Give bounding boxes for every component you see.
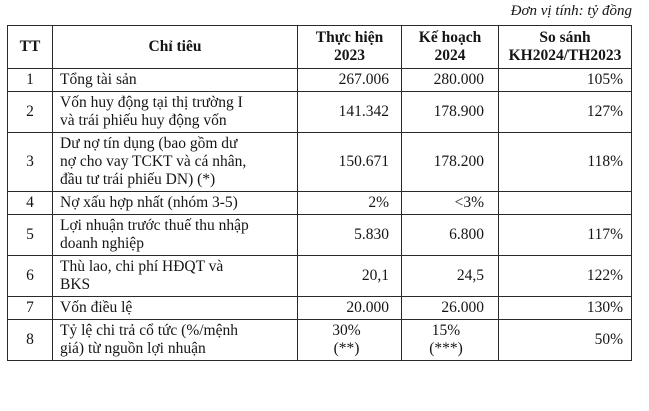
cell-ke-hoach-2024-line: 15%: [431, 322, 461, 339]
table-row: [8, 215, 632, 256]
cell-thuc-hien-2023: [298, 320, 402, 361]
cell-ke-hoach-2024: [402, 297, 499, 320]
cell-chi-tieu-line: Vốn điều lệ: [60, 299, 133, 316]
cell-tt: 3: [8, 133, 53, 192]
cell-ke-hoach-2024-line: (***): [429, 340, 463, 357]
cell-ke-hoach-2024-line: 6.800: [449, 226, 484, 243]
table-row: [8, 256, 632, 297]
cell-ke-hoach-2024-line: <3%: [454, 194, 484, 211]
header-so-sanh-line2: KH2024/TH2023: [508, 47, 622, 64]
header-ke-hoach: [402, 26, 499, 69]
cell-thuc-hien-2023: [298, 215, 402, 256]
cell-thuc-hien-2023: [298, 297, 402, 320]
cell-chi-tieu-line: Nợ xấu hợp nhất (nhóm 3-5): [60, 194, 238, 211]
cell-thuc-hien-2023-line: 20.000: [346, 299, 389, 316]
cell-chi-tieu-line: doanh nghiệp: [60, 235, 144, 252]
cell-thuc-hien-2023: [298, 69, 402, 92]
cell-chi-tieu: [53, 92, 298, 133]
header-thuc-hien-line2: 2023: [334, 47, 365, 64]
cell-chi-tieu-line: BKS: [60, 276, 91, 293]
cell-thuc-hien-2023: [298, 92, 402, 133]
cell-chi-tieu-line: Dư nợ tín dụng (bao gồm dư: [60, 135, 238, 152]
cell-chi-tieu: [53, 69, 298, 92]
table-row: [8, 192, 632, 215]
table-body: [8, 69, 632, 361]
cell-thuc-hien-2023-line: 20,1: [361, 267, 389, 284]
plan-table: [7, 25, 632, 361]
cell-chi-tieu-line: đầu tư trái phiếu DN) (*): [60, 171, 216, 188]
header-thuc-hien-line1: Thực hiện: [315, 29, 384, 46]
cell-chi-tieu-line: Tỷ lệ chi trả cổ tức (%/mệnh: [60, 322, 238, 339]
table-row: [8, 133, 632, 192]
cell-so-sanh: 105%: [499, 69, 632, 92]
cell-ke-hoach-2024: [402, 69, 499, 92]
cell-ke-hoach-2024: [402, 133, 499, 192]
cell-thuc-hien-2023-line: (**): [333, 340, 360, 357]
cell-so-sanh: 118%: [499, 133, 632, 192]
cell-chi-tieu-line: Vốn huy động tại thị trường I: [60, 94, 243, 111]
header-thuc-hien: [298, 26, 402, 69]
cell-chi-tieu: [53, 256, 298, 297]
cell-thuc-hien-2023-line: 2%: [368, 194, 389, 211]
cell-chi-tieu-line: Thù lao, chi phí HĐQT và: [60, 258, 224, 275]
cell-tt: 7: [8, 297, 53, 320]
cell-so-sanh: 122%: [499, 256, 632, 297]
cell-tt: 8: [8, 320, 53, 361]
cell-thuc-hien-2023-line: 267.006: [338, 71, 389, 88]
cell-so-sanh: 130%: [499, 297, 632, 320]
header-tt: TT: [8, 26, 53, 69]
cell-chi-tieu-line: Tổng tài sản: [60, 71, 137, 88]
cell-tt: 4: [8, 192, 53, 215]
cell-chi-tieu: [53, 133, 298, 192]
cell-chi-tieu-line: Lợi nhuận trước thuế thu nhập: [60, 217, 249, 234]
cell-thuc-hien-2023-line: 150.671: [338, 153, 389, 170]
header-ke-hoach-line1: Kế hoạch: [418, 29, 482, 46]
cell-ke-hoach-2024-line: 280.000: [433, 71, 484, 88]
cell-thuc-hien-2023-line: 5.830: [354, 226, 389, 243]
cell-thuc-hien-2023: [298, 192, 402, 215]
cell-so-sanh: 117%: [499, 215, 632, 256]
cell-tt: 5: [8, 215, 53, 256]
cell-ke-hoach-2024-line: 26.000: [441, 299, 484, 316]
cell-chi-tieu-line: và trái phiếu huy động vốn: [60, 112, 227, 129]
cell-chi-tieu: [53, 320, 298, 361]
cell-ke-hoach-2024: [402, 256, 499, 297]
cell-thuc-hien-2023-line: 30%: [332, 322, 361, 339]
cell-ke-hoach-2024: [402, 192, 499, 215]
unit-note: Đơn vị tính: tỷ đồng: [510, 3, 632, 19]
cell-chi-tieu-line: giá) từ nguồn lợi nhuận: [60, 340, 206, 357]
cell-so-sanh: 127%: [499, 92, 632, 133]
cell-thuc-hien-2023: [298, 133, 402, 192]
cell-chi-tieu-line: nợ cho vay TCKT và cá nhân,: [60, 153, 247, 170]
cell-chi-tieu: [53, 297, 298, 320]
table-row: [8, 92, 632, 133]
header-chi-tieu: Chỉ tiêu: [53, 26, 298, 69]
cell-thuc-hien-2023-line: 141.342: [338, 103, 389, 120]
table-row: [8, 320, 632, 361]
cell-ke-hoach-2024: [402, 320, 499, 361]
cell-ke-hoach-2024-line: 24,5: [456, 267, 484, 284]
cell-ke-hoach-2024: [402, 92, 499, 133]
header-so-sanh-line1: So sánh: [539, 29, 591, 46]
cell-so-sanh: [499, 192, 632, 215]
header-row: [8, 26, 632, 69]
cell-tt: 6: [8, 256, 53, 297]
cell-so-sanh: 50%: [499, 320, 632, 361]
cell-ke-hoach-2024-line: 178.900: [433, 103, 484, 120]
table-row: [8, 297, 632, 320]
cell-thuc-hien-2023: [298, 256, 402, 297]
cell-tt: 1: [8, 69, 53, 92]
cell-ke-hoach-2024-line: 178.200: [433, 153, 484, 170]
cell-chi-tieu: [53, 192, 298, 215]
cell-ke-hoach-2024: [402, 215, 499, 256]
header-so-sanh: [499, 26, 632, 69]
cell-chi-tieu: [53, 215, 298, 256]
header-ke-hoach-line2: 2024: [434, 47, 466, 64]
cell-tt: 2: [8, 92, 53, 133]
table-row: [8, 69, 632, 92]
